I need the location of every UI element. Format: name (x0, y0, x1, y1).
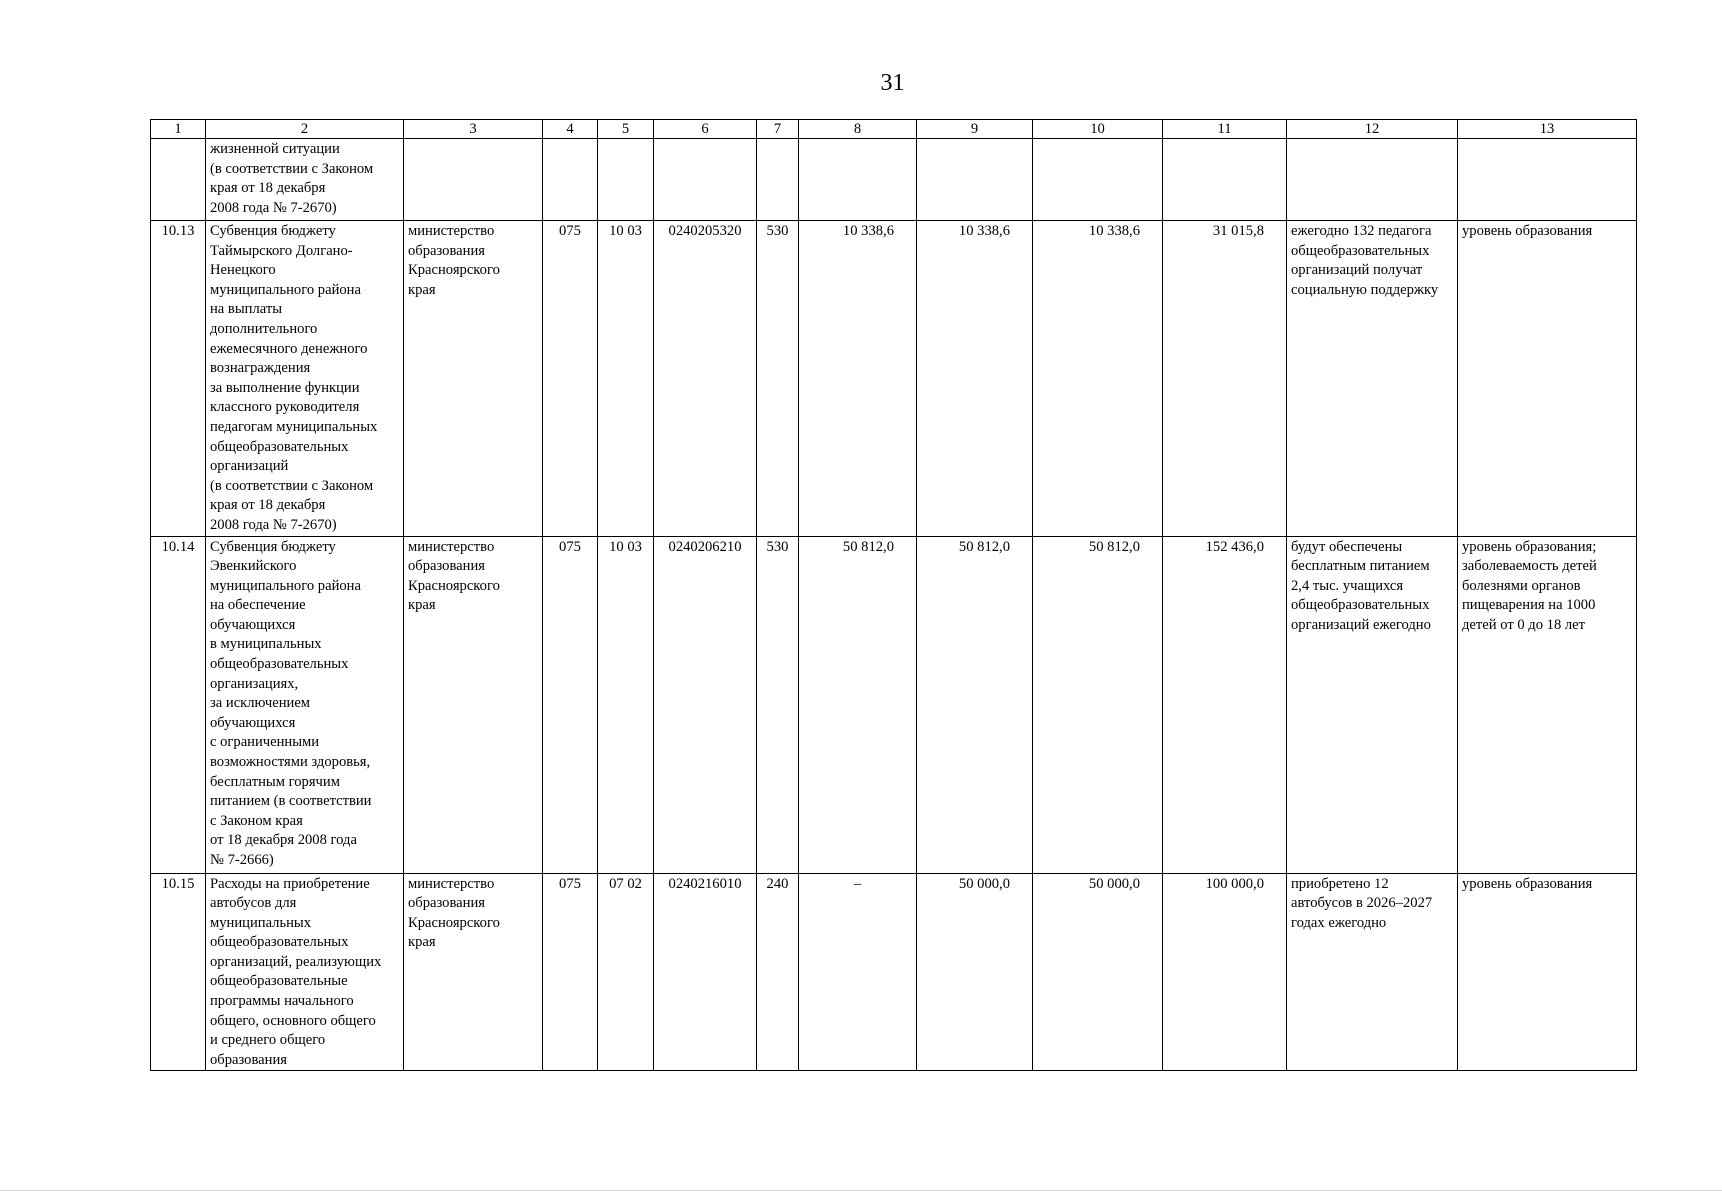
cell-grbs: 075 (543, 536, 598, 873)
cell-grbs: 075 (543, 873, 598, 1071)
cell-vr: 530 (757, 221, 799, 537)
cell-executor: министерство образования Красноярского края (404, 873, 543, 1071)
cell-executor: министерство образования Красноярского края (404, 536, 543, 873)
column-header: 11 (1163, 120, 1287, 139)
cell-rzpr: 10 03 (598, 536, 654, 873)
cell-result: ежегодно 132 педагога общеобразовательных организаций получат социальную поддержку (1287, 221, 1458, 537)
cell-vr: 530 (757, 536, 799, 873)
cell-vr (757, 139, 799, 221)
cell-year-3: 50 812,0 (1033, 536, 1163, 873)
cell-year-1: – (799, 873, 917, 1071)
column-header: 3 (404, 120, 543, 139)
table-row (151, 221, 1637, 537)
cell-indicator (1458, 139, 1637, 221)
header-row (151, 120, 1637, 139)
page-number: 31 (880, 70, 905, 96)
budget-table (150, 119, 1637, 1071)
cell-result (1287, 139, 1458, 221)
cell-year-2: 50 812,0 (917, 536, 1033, 873)
cell-total (1163, 139, 1287, 221)
column-header: 7 (757, 120, 799, 139)
column-header: 12 (1287, 120, 1458, 139)
cell-total: 31 015,8 (1163, 221, 1287, 537)
cell-csr (654, 139, 757, 221)
cell-rzpr: 10 03 (598, 221, 654, 537)
cell-name: Субвенция бюджету Таймырского Долгано- Ненецкого муниципального района на выплаты дополнительного ежемесячного денежного вознаграждения за выполнение функции классного руководителя педагогам муниципальных общеобразовательных организаций (в соответствии с Законом края от 18 декабря 2008 года № 7-2670) (206, 221, 404, 537)
cell-name: жизненной ситуации (в соответствии с Законом края от 18 декабря 2008 года № 7-2670) (206, 139, 404, 221)
cell-indicator: уровень образования; заболеваемость детей болезнями органов пищеварения на 1000 детей от 0 до 18 лет (1458, 536, 1637, 873)
column-header: 1 (151, 120, 206, 139)
cell-year-2 (917, 139, 1033, 221)
cell-grbs: 075 (543, 221, 598, 537)
cell-year-3 (1033, 139, 1163, 221)
column-header: 6 (654, 120, 757, 139)
page-edge-line (0, 1190, 1722, 1191)
cell-rzpr: 07 02 (598, 873, 654, 1071)
cell-csr: 0240205320 (654, 221, 757, 537)
cell-year-3: 50 000,0 (1033, 873, 1163, 1071)
cell-rzpr (598, 139, 654, 221)
cell-result: приобретено 12 автобусов в 2026–2027 годах ежегодно (1287, 873, 1458, 1071)
cell-year-3: 10 338,6 (1033, 221, 1163, 537)
cell-indicator: уровень образования (1458, 873, 1637, 1071)
cell-year-2: 10 338,6 (917, 221, 1033, 537)
cell-no: 10.15 (151, 873, 206, 1071)
table-row (151, 873, 1637, 1071)
cell-total: 100 000,0 (1163, 873, 1287, 1071)
cell-year-1: 50 812,0 (799, 536, 917, 873)
cell-executor (404, 139, 543, 221)
cell-executor: министерство образования Красноярского края (404, 221, 543, 537)
column-header: 8 (799, 120, 917, 139)
column-header: 9 (917, 120, 1033, 139)
table-row (151, 139, 1637, 221)
table-row (151, 536, 1637, 873)
column-header: 5 (598, 120, 654, 139)
cell-csr: 0240216010 (654, 873, 757, 1071)
cell-name: Субвенция бюджету Эвенкийского муниципального района на обеспечение обучающихся в муниципальных общеобразовательных организациях, за исключением обучающихся с ограниченными возможностями здоровья, бесплатным горячим питанием (в соответствии с Законом края от 18 декабря 2008 года № 7-2666) (206, 536, 404, 873)
cell-grbs (543, 139, 598, 221)
cell-indicator: уровень образования (1458, 221, 1637, 537)
column-header: 13 (1458, 120, 1637, 139)
cell-no (151, 139, 206, 221)
cell-csr: 0240206210 (654, 536, 757, 873)
column-header: 2 (206, 120, 404, 139)
cell-no: 10.14 (151, 536, 206, 873)
cell-year-1 (799, 139, 917, 221)
cell-year-2: 50 000,0 (917, 873, 1033, 1071)
cell-result: будут обеспечены бесплатным питанием 2,4 тыс. учащихся общеобразовательных организаций ежегодно (1287, 536, 1458, 873)
cell-name: Расходы на приобретение автобусов для муниципальных общеобразовательных организаций, реализующих общеобразовательные программы начального общего, основного общего и среднего общего образования (206, 873, 404, 1071)
column-header: 4 (543, 120, 598, 139)
cell-year-1: 10 338,6 (799, 221, 917, 537)
column-header: 10 (1033, 120, 1163, 139)
cell-no: 10.13 (151, 221, 206, 537)
cell-vr: 240 (757, 873, 799, 1071)
cell-total: 152 436,0 (1163, 536, 1287, 873)
